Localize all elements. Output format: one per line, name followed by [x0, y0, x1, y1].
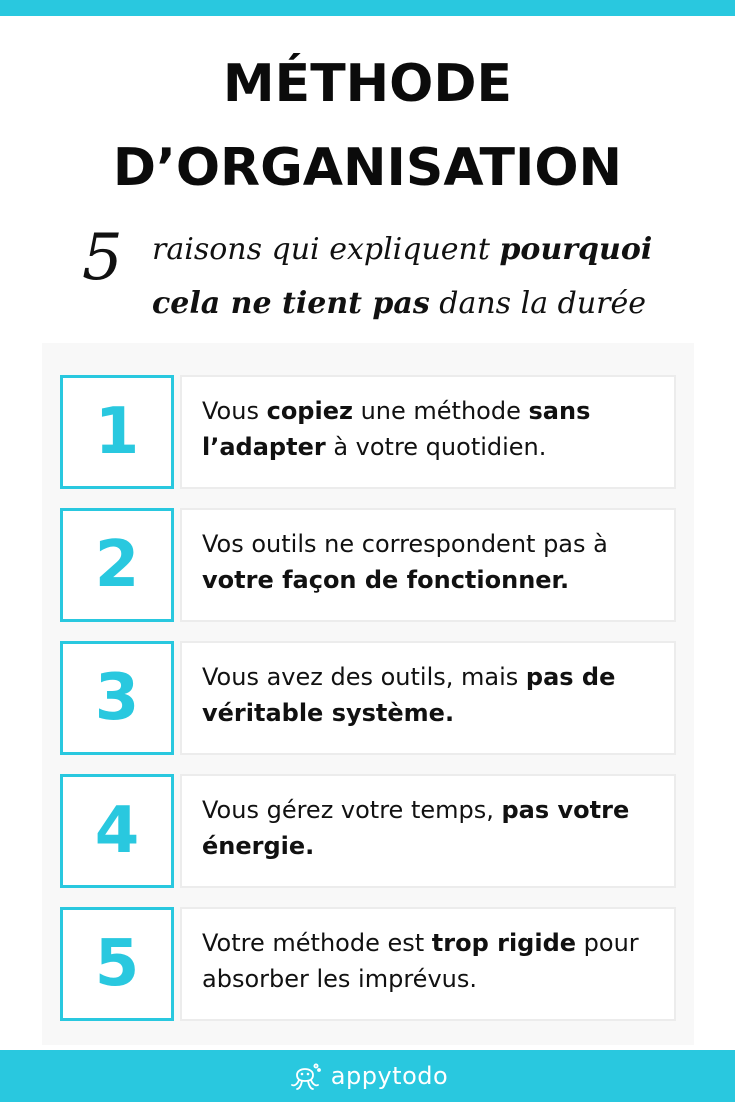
top-accent-bar [0, 0, 735, 16]
reason-number: 2 [94, 528, 140, 602]
subtitle-line-1-emphasis: pourquoi [499, 232, 653, 267]
subtitle-line-2 [152, 282, 646, 326]
reason-text [202, 393, 666, 465]
text-emphasis: pas de véritable système. [202, 663, 616, 727]
brand-name: appytodo [330, 1062, 449, 1090]
text-run: pour absorber les imprévus. [202, 929, 639, 993]
reason-item-4 [60, 774, 676, 888]
reason-text-box [180, 774, 676, 888]
title-line-2: D’ORGANISATION [112, 138, 623, 198]
text-run: Votre méthode est [202, 929, 432, 957]
reason-number: 4 [94, 794, 140, 868]
text-emphasis: copiez [266, 397, 353, 425]
reason-text-box [180, 907, 676, 1021]
reason-item-3 [60, 641, 676, 755]
reason-text-box [180, 641, 676, 755]
title-line-1: MÉTHODE [222, 54, 513, 114]
subtitle-line-2-text: dans la durée [429, 286, 647, 321]
octopus-icon [287, 1058, 323, 1094]
subtitle-line-1-text: raisons qui expliquent [152, 232, 500, 267]
reason-text [202, 659, 666, 731]
subtitle-number: 5 [82, 221, 123, 295]
reason-item-5 [60, 907, 676, 1021]
reason-number-box [60, 375, 174, 489]
text-run: Vous [202, 397, 267, 425]
subtitle-line-2-emphasis: cela ne tient pas [152, 286, 430, 321]
reason-number: 1 [94, 395, 140, 469]
text-run: Vos outils ne correspondent pas à [202, 530, 608, 558]
reason-number-box [60, 907, 174, 1021]
reason-number: 5 [94, 927, 140, 1001]
reason-text [202, 526, 666, 598]
text-emphasis: votre façon de fonctionner. [202, 566, 570, 594]
text-run: une méthode [352, 397, 529, 425]
reason-number: 3 [94, 661, 140, 735]
subtitle [82, 222, 702, 332]
reason-text-box [180, 508, 676, 622]
text-run: Vous avez des outils, mais [202, 663, 526, 691]
reason-text-box [180, 375, 676, 489]
reason-item-2 [60, 508, 676, 622]
text-emphasis: pas votre énergie. [202, 796, 630, 860]
reason-number-box [60, 641, 174, 755]
footer-bar [0, 1050, 735, 1102]
text-run: à votre quotidien. [325, 433, 547, 461]
page-title [0, 42, 735, 210]
reason-number-box [60, 508, 174, 622]
brand-logo[interactable] [287, 1058, 448, 1094]
text-emphasis: trop rigide [431, 929, 577, 957]
subtitle-line-1 [152, 228, 652, 272]
reason-text [202, 792, 666, 864]
reason-text [202, 925, 666, 997]
text-emphasis: sans l’adapter [202, 397, 591, 461]
reason-item-1 [60, 375, 676, 489]
text-run: Vous gérez votre temps, [202, 796, 502, 824]
reason-number-box [60, 774, 174, 888]
